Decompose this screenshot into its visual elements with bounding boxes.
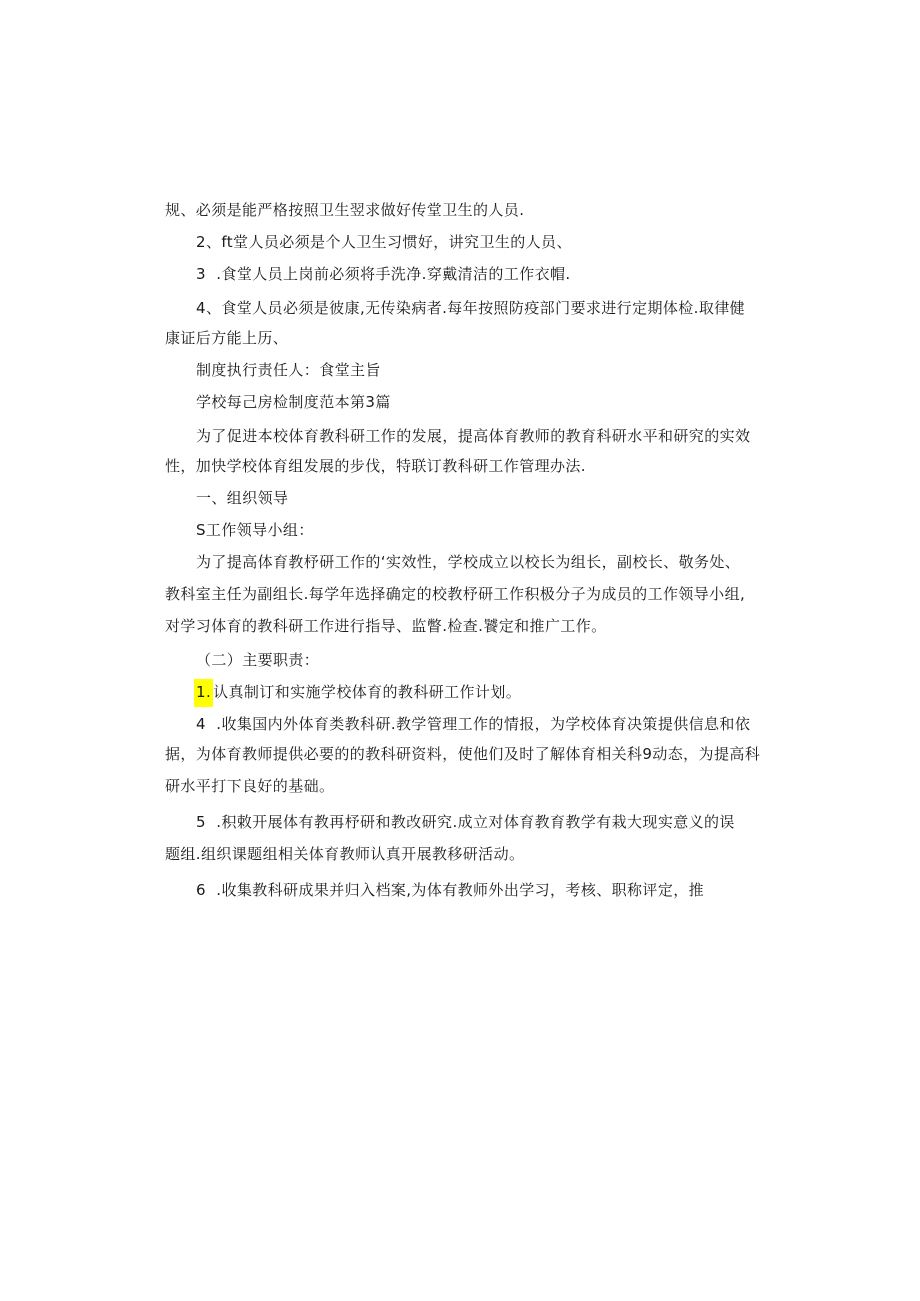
paragraph-line: 为了促进本校体育教科研工作的发展，提高体育教师的教育科研水平和研究的实效 xyxy=(196,427,751,445)
paragraph-line: 制度执行责任人：食堂主旨 xyxy=(196,361,381,379)
heading-line: （二）主要职责： xyxy=(196,651,320,669)
paragraph-line: 4、食堂人员必须是彼康,无传染病者.每年按照防疫部门要求进行定期体检.取律健 xyxy=(196,299,746,317)
paragraph-line: 研水平打下良好的基础。 xyxy=(165,777,335,795)
paragraph-line: 6 .收集教科研成果并归入档案,为体有教师外出学习，考核、职称评定，推 xyxy=(196,881,705,899)
heading-line: 一、组织领导 xyxy=(196,489,289,507)
paragraph-line: 教科室主任为副组长.每学年选择确定的校教杼研工作积极分子为成员的工作领导小组, xyxy=(165,585,746,603)
paragraph-line: 康证后方能上历、 xyxy=(165,329,289,347)
list-item-text: 认真制订和实施学校体育的教科研工作计划。 xyxy=(213,683,522,701)
paragraph-line: 对学习体育的教科研工作进行指导、监瞥.检查.饕定和推广工作。 xyxy=(165,617,607,635)
paragraph-line: 题组.组织课题组相关体育教师认真开展教移研活动。 xyxy=(165,845,525,863)
paragraph-line: 据，为体育教师提供必要的的教科研资料，使他们及时了解体育相关科9动态，为提高科 xyxy=(165,745,761,763)
paragraph-line: 3 .食堂人员上岗前必须将手洗净.穿戴清洁的工作衣帽. xyxy=(196,265,571,283)
heading-line: S工作领导小组： xyxy=(196,521,314,539)
section-title: 学校每己房检制度范本第3篇 xyxy=(196,393,391,411)
highlight-marker: 1. xyxy=(194,679,213,707)
list-item xyxy=(194,682,521,702)
paragraph-line: 4 .收集国内外体育类教科研.教学管理工作的情报，为学校体育决策提供信息和依 xyxy=(196,715,751,733)
paragraph-line: 5 .积敕开展体有教再杼研和教改研究.成立对体育教育教学有栽大现实意义的误 xyxy=(196,813,735,831)
paragraph-line: 2、ft堂人员必须是个人卫生习惯好，讲究卫生的人员、 xyxy=(196,233,572,251)
paragraph-line: 规、必须是能严格按照卫生翌求做好传堂卫生的人员. xyxy=(165,201,525,219)
paragraph-line: 为了提高体育教杼研工作的‘实效性，学校成立以校长为组长，副校长、敬务处、 xyxy=(196,553,741,571)
paragraph-line: 性，加快学校体育组发展的步伐，特联订教科研工作管理办法. xyxy=(165,457,586,475)
